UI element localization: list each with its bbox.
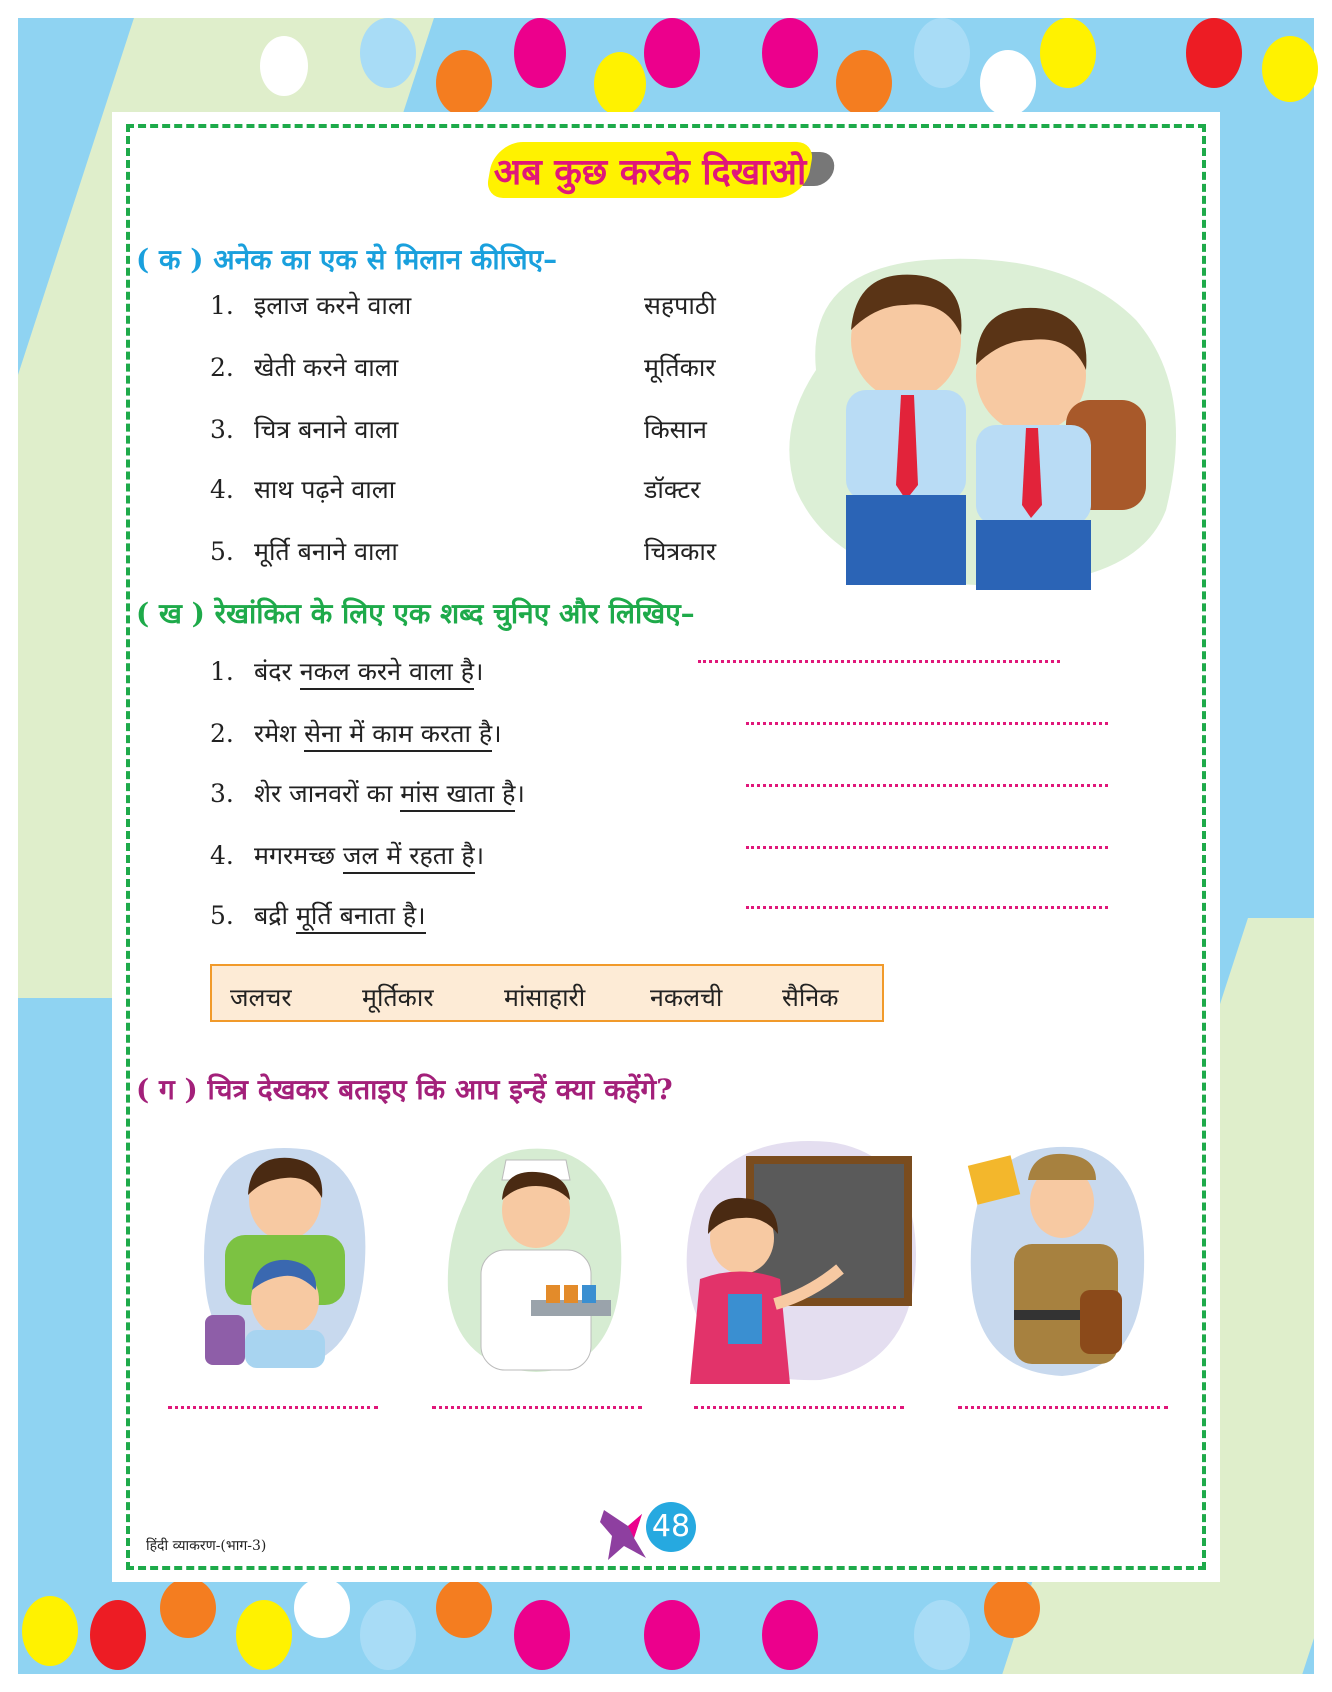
match-right-item: चित्रकार: [644, 537, 717, 566]
sentence-pre: शेर जानवरों का: [254, 779, 401, 808]
underlined-phrase: मूर्ति बनाता है।: [296, 901, 426, 934]
decor-dot: [1186, 18, 1242, 88]
match-right-item: डॉक्टर: [644, 475, 701, 504]
item-number: 3.: [210, 779, 234, 808]
underlined-phrase: जल में रहता है: [343, 841, 475, 874]
item-number: 1.: [210, 657, 234, 686]
section-g-heading: ( ग ) चित्र देखकर बताइए कि आप इन्हें क्या कहेंगे?: [136, 1073, 673, 1106]
sentence-post: ।: [492, 719, 502, 748]
decor-dot: [980, 50, 1036, 116]
section-kh-heading: ( ख ) रेखांकित के लिए एक शब्द चुनिए और लिखिए–: [136, 597, 695, 630]
item-text: चित्र बनाने वाला: [254, 415, 399, 444]
decor-dot: [22, 1596, 78, 1666]
match-left-item: [210, 288, 411, 322]
item-number: 4.: [210, 475, 234, 504]
match-right-item: किसान: [644, 415, 707, 444]
decor-dot: [1262, 36, 1318, 102]
decor-dot: [1040, 18, 1096, 88]
item-text: इलाज करने वाला: [254, 291, 412, 320]
answer-line[interactable]: [694, 1406, 904, 1409]
nurse-illustration: [436, 1140, 636, 1376]
school-boys-illustration: [776, 250, 1196, 590]
word-bank-item: सैनिक: [782, 983, 839, 1012]
decor-dot: [762, 1600, 818, 1670]
item-number: 1.: [210, 291, 234, 320]
sentence-pre: बद्री: [254, 901, 296, 930]
decor-dot: [762, 18, 818, 88]
word-bank-item: मूर्तिकार: [362, 983, 434, 1012]
sentence-post: ।: [474, 841, 485, 870]
item-text: मूर्ति बनाने वाला: [254, 537, 398, 566]
decor-dot: [644, 18, 700, 88]
item-number: 5.: [210, 901, 234, 930]
item-text: खेती करने वाला: [254, 353, 399, 382]
barber-illustration: [200, 1140, 370, 1370]
item-text: साथ पढ़ने वाला: [254, 475, 396, 504]
decor-dot: [914, 1600, 970, 1670]
decor-dot: [436, 1578, 492, 1638]
decor-dot: [514, 1600, 570, 1670]
decor-dot: [294, 1578, 350, 1638]
decor-dot: [594, 52, 646, 116]
item-number: 3.: [210, 415, 234, 444]
page-title: अब कुछ करके दिखाओ: [493, 151, 807, 193]
teacher-illustration: [680, 1134, 920, 1384]
item-number: 2.: [210, 719, 234, 748]
sentence-item: [210, 838, 484, 872]
footer-text: हिंदी व्याकरण-(भाग-3): [146, 1538, 267, 1554]
item-number: 5.: [210, 537, 234, 566]
decor-dot: [836, 50, 892, 116]
decor-dot: [260, 36, 308, 96]
sentence-pre: रमेश: [254, 719, 305, 748]
match-right-item: मूर्तिकार: [644, 353, 716, 382]
answer-line[interactable]: [168, 1406, 378, 1409]
decor-dot: [984, 1578, 1040, 1638]
decor-dot: [914, 18, 970, 88]
decor-dot: [160, 1578, 216, 1638]
answer-line[interactable]: [698, 660, 1060, 663]
item-number: 4.: [210, 841, 234, 870]
sentence-item: [210, 776, 525, 810]
match-left-item: [210, 534, 398, 568]
word-bank-box: [210, 964, 884, 1022]
match-left-item: [210, 350, 398, 384]
answer-line[interactable]: [432, 1406, 642, 1409]
word-bank-item: नकलची: [650, 983, 723, 1012]
word-bank-item: मांसाहारी: [504, 983, 586, 1012]
sentence-post: ।: [473, 657, 484, 686]
underlined-phrase: नकल करने वाला है: [300, 657, 474, 690]
sentence-pre: मगरमच्छ: [254, 841, 343, 870]
decor-dot: [644, 1600, 700, 1670]
decor-dot: [360, 1600, 416, 1670]
decor-dot: [360, 18, 416, 88]
underlined-phrase: मांस खाता है: [400, 779, 515, 812]
answer-line[interactable]: [746, 722, 1108, 725]
sentence-item: [210, 898, 426, 932]
match-left-item: [210, 412, 398, 446]
decor-dot: [236, 1600, 292, 1670]
match-left-item: [210, 472, 395, 506]
item-number: 2.: [210, 353, 234, 382]
underlined-phrase: सेना में काम करता है: [304, 719, 492, 752]
answer-line[interactable]: [746, 906, 1108, 909]
page-number: 48: [646, 1502, 696, 1552]
match-right-item: सहपाठी: [644, 291, 716, 320]
sentence-pre: बंदर: [254, 657, 300, 686]
star-logo-icon: [598, 1504, 652, 1562]
answer-line[interactable]: [958, 1406, 1168, 1409]
sentence-item: [210, 716, 502, 750]
sentence-post: ।: [515, 779, 525, 808]
answer-line[interactable]: [746, 784, 1108, 787]
decor-dot: [90, 1600, 146, 1670]
word-bank-item: जलचर: [230, 983, 292, 1012]
sentence-item: [210, 654, 483, 688]
postman-illustration: [962, 1140, 1152, 1380]
decor-dot: [514, 18, 566, 88]
answer-line[interactable]: [746, 846, 1108, 849]
section-k-heading: ( क ) अनेक का एक से मिलान कीजिए–: [136, 243, 558, 276]
decor-dot: [436, 50, 492, 116]
